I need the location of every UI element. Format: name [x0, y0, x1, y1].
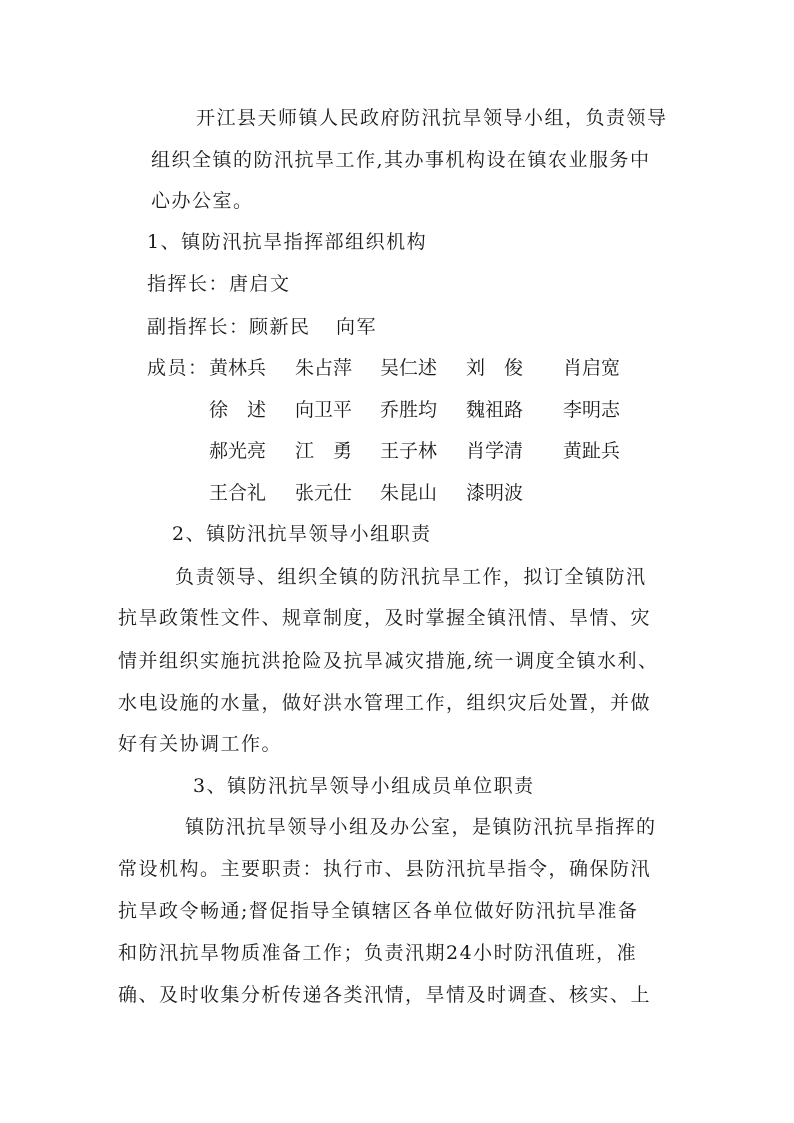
- section2-line-3: 情并组织实施抗洪抢险及抗旱减灾措施,统一调度全镇水利、: [118, 650, 659, 672]
- members-label: 成员：: [147, 357, 209, 379]
- member-name: 郝光亮: [209, 440, 267, 462]
- deputy-name-2: 向军: [336, 316, 378, 338]
- section3-line-1: 镇防汛抗旱领导小组及办公室，是镇防汛抗旱指挥的: [185, 816, 657, 838]
- intro-line-1: 开江县天师镇人民政府防汛抗旱领导小组，负责领导: [196, 107, 668, 129]
- member-name: 朱占萍: [295, 357, 353, 379]
- section3-line-4: 和防汛抗旱物质准备工作；负责汛期24小时防汛值班，准: [118, 942, 638, 964]
- member-name: 黄林兵: [209, 357, 267, 379]
- member-name: 肖启宽: [563, 357, 621, 379]
- member-name: 徐 述: [209, 399, 267, 421]
- member-name: 乔胜均: [380, 399, 438, 421]
- commander-name: 唐启文: [229, 273, 291, 295]
- member-name: 黄趾兵: [563, 440, 621, 462]
- member-name: 王子林: [380, 440, 438, 462]
- section2-line-5: 好有关协调工作。: [118, 733, 283, 755]
- intro-line-2: 组织全镇的防汛抗旱工作,其办事机构设在镇农业服务中: [151, 149, 651, 171]
- member-name: 王合礼: [209, 482, 267, 504]
- intro-line-3: 心办公室。: [151, 190, 254, 212]
- member-name: 李明志: [563, 399, 621, 421]
- member-name: 张元仕: [295, 482, 353, 504]
- member-name: 吴仁述: [380, 357, 438, 379]
- section1-heading: 1、镇防汛抗旱指挥部组织机构: [147, 231, 428, 253]
- section3-line-5: 确、及时收集分析传递各类汛情，旱情及时调查、核实、上: [118, 984, 652, 1006]
- section2-line-1: 负责领导、组织全镇的防汛抗旱工作，拟订全镇防汛: [175, 566, 647, 588]
- section3-heading: 3、镇防汛抗旱领导小组成员单位职责: [193, 775, 535, 797]
- member-name: 魏祖路: [466, 399, 524, 421]
- commander-label: 指挥长：: [147, 273, 230, 295]
- member-name: 肖学清: [466, 440, 524, 462]
- section2-heading: 2、镇防汛抗旱领导小组职责: [172, 523, 432, 545]
- section2-line-2: 抗旱政策性文件、规章制度，及时掌握全镇汛情、旱情、灾: [118, 607, 652, 629]
- member-name: 漆明波: [466, 482, 524, 504]
- deputy-name-1: 顾新民: [249, 316, 311, 338]
- member-name: 江 勇: [295, 440, 353, 462]
- member-name: 朱昆山: [380, 482, 438, 504]
- section3-line-3: 抗旱政令畅通;督促指导全镇辖区各单位做好防汛抗旱准备: [118, 900, 639, 922]
- section2-line-4: 水电设施的水量，做好洪水管理工作，组织灾后处置，并做: [118, 692, 652, 714]
- section3-line-2: 常设机构。主要职责：执行市、县防汛抗旱指令，确保防汛: [118, 858, 652, 880]
- deputy-label: 副指挥长：: [147, 316, 250, 338]
- member-name: 向卫平: [295, 399, 353, 421]
- member-name: 刘 俊: [466, 357, 524, 379]
